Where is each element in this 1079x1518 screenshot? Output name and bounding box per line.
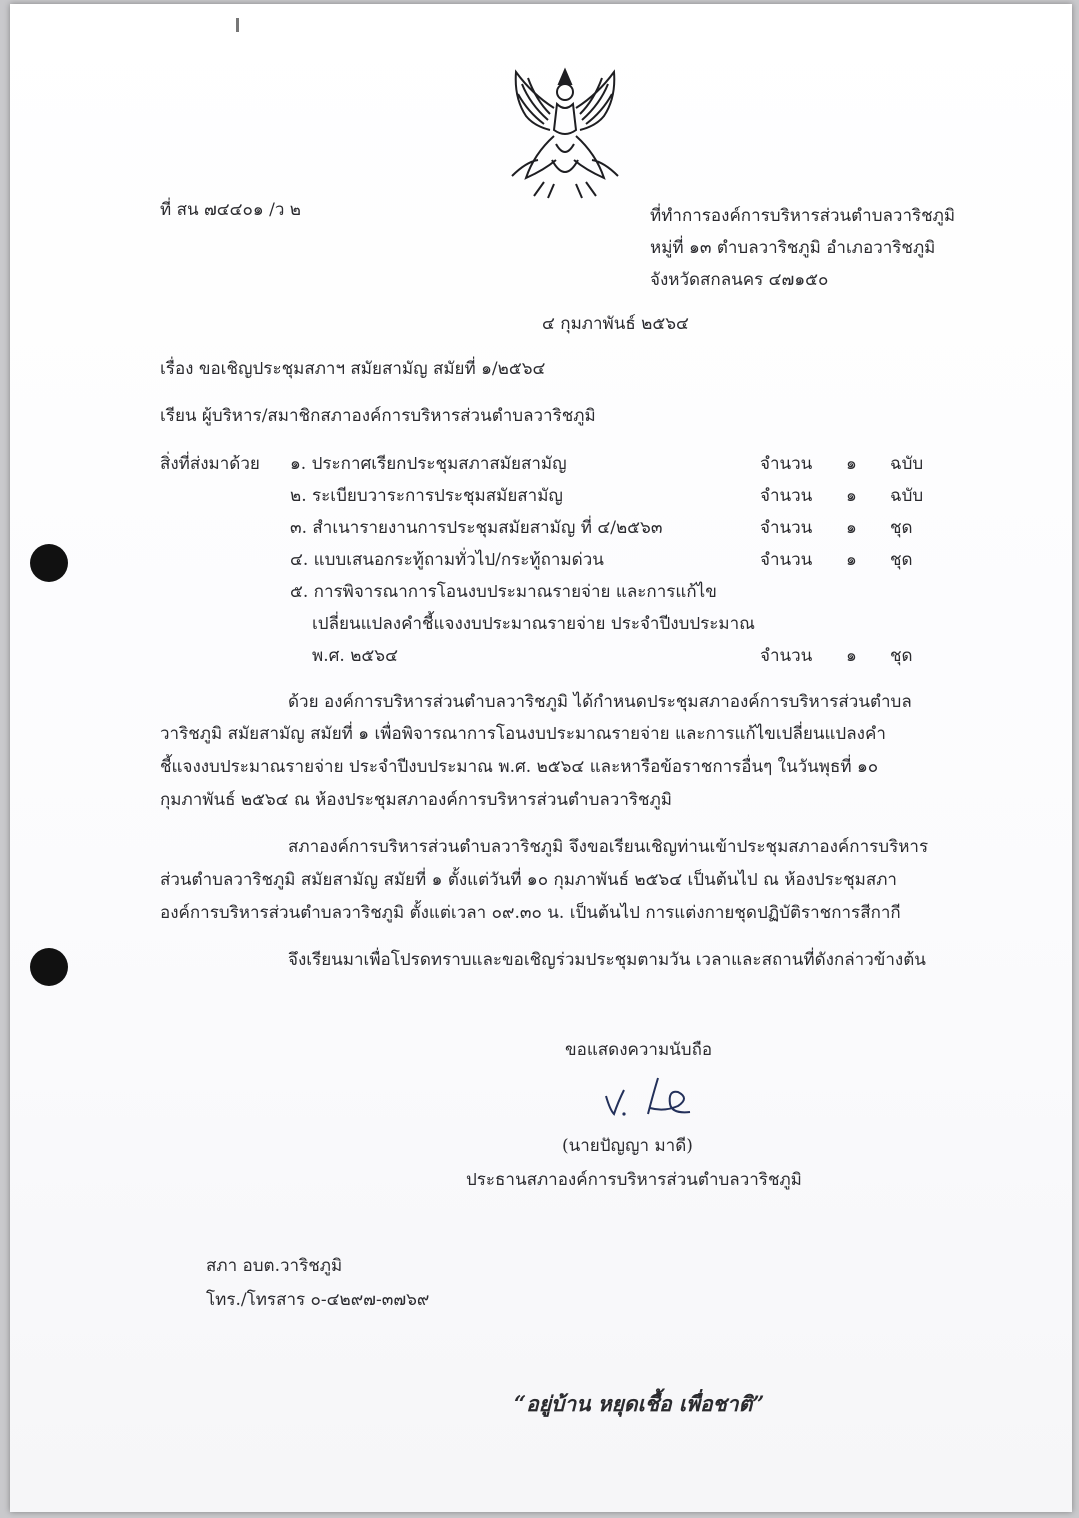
body-paragraph-line: องค์การบริหารส่วนตำบลวาริชภูมิ ตั้งแต่เวลา ๐๙.๓๐ น. เป็นต้นไป การแต่งกายชุดปฏิบัติราชการสีกากี (160, 903, 901, 923)
enclosures-label: สิ่งที่ส่งมาด้วย (160, 454, 260, 474)
signer-position: ประธานสภาองค์การบริหารส่วนตำบลวาริชภูมิ (466, 1170, 802, 1190)
enclosure-amount-label: จำนวน (760, 646, 813, 666)
garuda-emblem-icon (504, 64, 626, 204)
enclosure-unit: ชุด (890, 518, 913, 538)
enclosure-amount-label: จำนวน (760, 454, 813, 474)
signature-icon (598, 1068, 708, 1128)
body-paragraph-line: สภาองค์การบริหารส่วนตำบลวาริชภูมิ จึงขอเรียนเชิญท่านเข้าประชุมสภาองค์การบริหาร (288, 837, 929, 857)
enclosure-item-text: ๒. ระเบียบวาระการประชุมสมัยสามัญ (290, 486, 563, 506)
enclosure-amount-label: จำนวน (760, 518, 813, 538)
body-paragraph-line: กุมภาพันธ์ ๒๕๖๔ ณ ห้องประชุมสภาองค์การบริหารส่วนตำบลวาริชภูมิ (160, 790, 672, 810)
enclosure-qty: ๑ (846, 486, 857, 506)
enclosure-unit: ฉบับ (890, 486, 924, 506)
enclosure-amount-label: จำนวน (760, 550, 813, 570)
enclosure-unit: ฉบับ (890, 454, 924, 474)
enclosure-item-text: ๑. ประกาศเรียกประชุมสภาสมัยสามัญ (290, 454, 567, 474)
body-paragraph-line: ส่วนตำบลวาริชภูมิ สมัยสามัญ สมัยที่ ๑ ตั้งแต่วันที่ ๑๐ กุมภาพันธ์ ๒๕๖๔ เป็นต้นไป ณ ห้องประชุมสภา (160, 870, 897, 890)
body-paragraph-line: ด้วย องค์การบริหารส่วนตำบลวาริชภูมิ ได้กำหนดประชุมสภาองค์การบริหารส่วนตำบล (288, 692, 912, 712)
enclosure-qty: ๑ (846, 646, 857, 666)
recipient-line: เรียน ผู้บริหาร/สมาชิกสภาองค์การบริหารส่วนตำบลวาริชภูมิ (160, 406, 596, 426)
office-address-line3: จังหวัดสกลนคร ๔๗๑๕๐ (650, 270, 829, 290)
punch-hole (30, 544, 68, 582)
enclosure-item-text: ๓. สำเนารายงานการประชุมสมัยสามัญ ที่ ๔/๒๕๖๓ (290, 518, 663, 538)
body-paragraph-line: วาริชภูมิ สมัยสามัญ สมัยที่ ๑ เพื่อพิจารณาการโอนงบประมาณรายจ่าย และการแก้ไขเปลี่ยนแปลงคำ (160, 724, 886, 744)
letter-date: ๔ กุมภาพันธ์ ๒๕๖๔ (542, 314, 689, 334)
scan-mark (236, 18, 239, 32)
punch-hole (30, 948, 68, 986)
enclosure-amount-label: จำนวน (760, 486, 813, 506)
body-paragraph-line: ชี้แจงงบประมาณรายจ่าย ประจำปีงบประมาณ พ.ศ. ๒๕๖๔ และหารือข้อราชการอื่นๆ ในวันพุธที่ ๑๐ (160, 757, 879, 777)
enclosure-item-text-line2: เปลี่ยนแปลงคำชี้แจงงบประมาณรายจ่าย ประจำปีงบประมาณ (312, 614, 755, 634)
enclosure-unit: ชุด (890, 646, 913, 666)
reference-number: ที่ สน ๗๔๔๐๑ /ว ๒ (160, 200, 301, 220)
signer-name: (นายปัญญา มาดี) (562, 1136, 693, 1156)
enclosure-item-text: ๔. แบบเสนอกระทู้ถามทั่วไป/กระทู้ถามด่วน (290, 550, 604, 570)
enclosure-qty: ๑ (846, 454, 857, 474)
enclosure-qty: ๑ (846, 550, 857, 570)
body-closing-paragraph: จึงเรียนมาเพื่อโปรดทราบและขอเชิญร่วมประชุมตามวัน เวลาและสถานที่ดังกล่าวข้างต้น (288, 950, 926, 970)
footer-phone: โทร./โทรสาร ๐-๔๒๙๗-๓๗๖๙ (206, 1290, 430, 1310)
footer-department: สภา อบต.วาริชภูมิ (206, 1256, 343, 1276)
enclosure-item-text-line3: พ.ศ. ๒๕๖๔ (312, 646, 398, 666)
enclosure-qty: ๑ (846, 518, 857, 538)
letter-page (10, 4, 1072, 1512)
closing-salutation: ขอแสดงความนับถือ (565, 1040, 713, 1060)
enclosure-unit: ชุด (890, 550, 913, 570)
subject-line: เรื่อง ขอเชิญประชุมสภาฯ สมัยสามัญ สมัยที่ ๑/๒๕๖๔ (160, 359, 546, 379)
office-address-line2: หมู่ที่ ๑๓ ตำบลวาริชภูมิ อำเภอวาริชภูมิ (650, 238, 936, 258)
office-address-line1: ที่ทำการองค์การบริหารส่วนตำบลวาริชภูมิ (650, 206, 956, 226)
enclosure-item-text: ๕. การพิจารณาการโอนงบประมาณรายจ่าย และการแก้ไข (290, 582, 717, 602)
footer-motto: “อยู่บ้าน หยุดเชื้อ เพื่อชาติ” (514, 1391, 765, 1416)
